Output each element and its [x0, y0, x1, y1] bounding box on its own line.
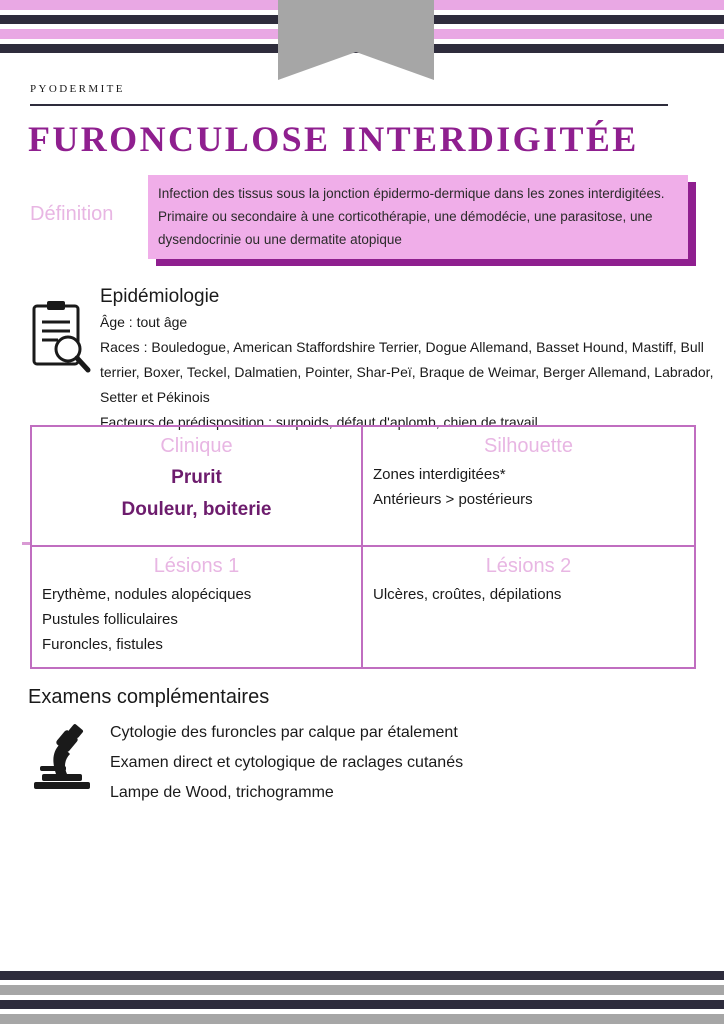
table-cell-title: Silhouette	[484, 435, 573, 457]
exams-line: Examen direct et cytologique de raclages cutanés	[110, 754, 464, 771]
table-cell-line: Antérieurs > postérieurs	[373, 491, 533, 508]
page-title: FURONCULOSE INTERDIGITÉE	[28, 119, 639, 159]
epidemiology-line: Races : Bouledogue, American Staffordshire Terrier, Dogue Allemand, Basset Hound, Mastiff, Bull terrier, Boxer, Teckel, Dalmatien, Pointer, Shar-Peï, Braque de Weimar, Berger Allemand, Labrador, Setter et Pékinois	[100, 339, 714, 405]
epidemiology-line: Facteurs de prédisposition : surpoids, défaut d'aplomb, chien de travail	[100, 414, 538, 430]
exams-lines	[110, 718, 463, 808]
table-cell-line: Pustules folliculaires	[42, 611, 178, 628]
definition-label: Définition	[30, 203, 114, 225]
table-cell-lesions-2	[363, 547, 694, 667]
table-cell-line: Zones interdigitées*	[373, 466, 506, 483]
table-cell-silhouette	[363, 427, 694, 547]
exams-line: Lampe de Wood, trichogramme	[110, 784, 334, 801]
clipboard-magnifier-icon	[28, 300, 92, 374]
clinical-table	[30, 425, 696, 669]
bottom-bar-dark-2	[0, 1000, 724, 1009]
table-cell-body	[373, 582, 684, 607]
epidemiology-lines	[100, 310, 722, 435]
table-cell-title: Lésions 1	[153, 555, 240, 577]
table-cell-line: Ulcères, croûtes, dépilations	[373, 586, 562, 603]
exams-title: Examens complémentaires	[28, 686, 270, 708]
definition-text: Infection des tissus sous la jonction épidermo-dermique dans les zones interdigitées. Primaire ou secondaire à une corticothérapie, une démodécie, une parasitose, une dysendocrinie ou une dermatite atopique	[158, 186, 665, 247]
epidemiology-title: Epidémiologie	[100, 286, 220, 307]
table-cell-body	[373, 462, 684, 512]
table-cell-line: Furoncles, fistules	[42, 636, 163, 653]
table-cell-body	[42, 582, 351, 657]
table-cell-line: Erythème, nodules alopéciques	[42, 586, 252, 603]
epidemiology-line: Âge : tout âge	[100, 314, 188, 330]
header-divider	[30, 104, 668, 106]
table-cell-title: Lésions 2	[485, 555, 572, 577]
table-cell-lesions-1	[32, 547, 363, 667]
kicker-label: PYODERMITE	[30, 83, 125, 95]
banner-shield-shape	[278, 0, 434, 52]
exams-line: Cytologie des furoncles par calque par étalement	[110, 724, 458, 741]
bottom-bar-grey-2	[0, 1014, 724, 1024]
table-cell-body	[42, 462, 351, 526]
bottom-bar-grey-1	[0, 985, 724, 995]
table-cell-clinique	[32, 427, 363, 547]
definition-box	[148, 175, 688, 259]
bottom-bar-dark-1	[0, 971, 724, 980]
bottom-decorative-bars	[0, 962, 724, 1024]
table-cell-line: Douleur, boiterie	[121, 499, 272, 520]
table-cell-line: Prurit	[171, 467, 222, 488]
table-cell-title: Clinique	[160, 435, 233, 457]
microscope-icon	[26, 722, 100, 792]
